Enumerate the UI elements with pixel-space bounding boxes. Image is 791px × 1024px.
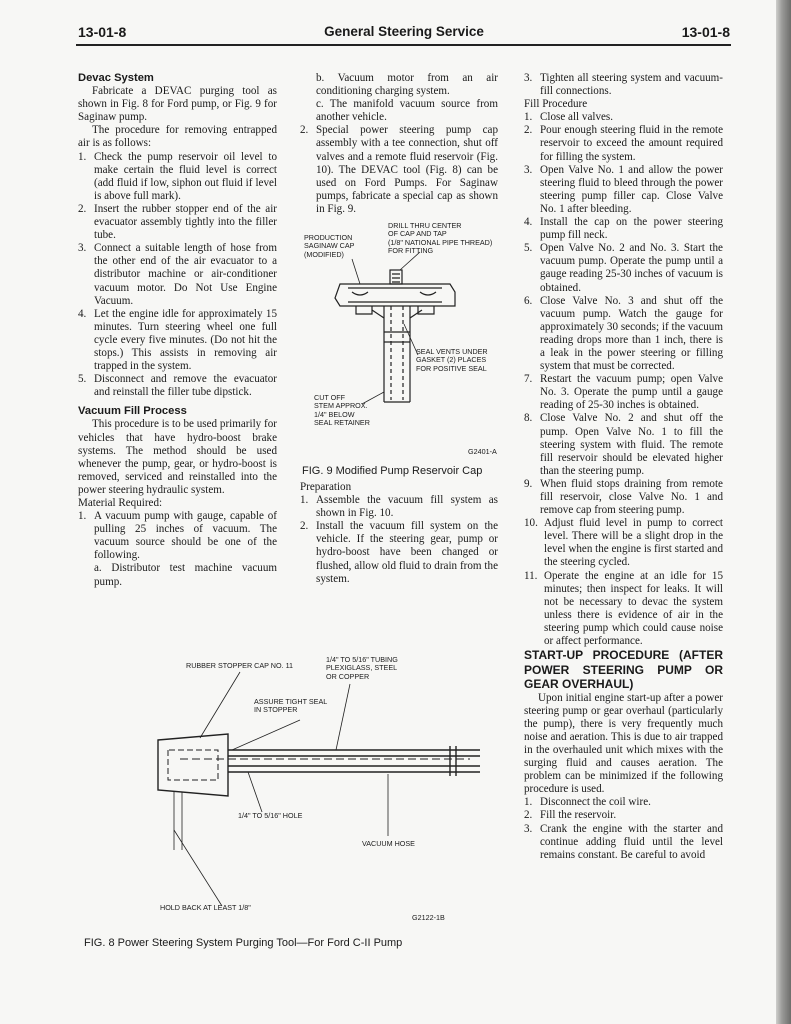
- startup-steps: [524, 796, 723, 861]
- label-drill-thru: DRILL THRU CENTER OF CAP AND TAP (1/8" NATIONAL PIPE THREAD) FOR FITTING: [388, 221, 493, 256]
- label-vacuum-hose: VACUUM HOSE: [362, 839, 415, 848]
- figure-9-caption: FIG. 9 Modified Pump Reservoir Cap: [302, 465, 483, 477]
- list-item: 7. Restart the vacuum pump; open Valve No. 3. Operate the pump until a gauge reading of 25-30 inches is obtained.: [524, 373, 723, 412]
- figure-9-diagram: [300, 222, 500, 462]
- material-sub-c: c. The manifold vacuum source from another vehicle.: [316, 98, 498, 124]
- label-cut-off: CUT OFF STEM APPROX. 1/4" BELOW SEAL RETAINER: [314, 393, 370, 428]
- list-item: 3. Tighten all steering system and vacuum-fill connections.: [524, 72, 723, 98]
- list-item: 2. Pour enough steering fluid in the remote reservoir to exceed the amount required for filling the system.: [524, 124, 723, 163]
- list-item: 3. Connect a suitable length of hose from the other end of the air evacuator to a distributor machine or air-conditioner vacuum motor. Do Not Use Engine Vacuum.: [78, 242, 277, 307]
- list-item: 2. Install the vacuum fill system on the vehicle. If the steering gear, pump or hydro-boost have been changed or flushed, allow old fluid to drain from the system.: [300, 520, 498, 585]
- label-hole-size: 1/4" TO 5/16" HOLE: [238, 811, 303, 820]
- list-item: 4. Let the engine idle for approximately 15 minutes. Turn steering wheel one full cycle every five minutes. (Do not hit the stops.) This assists in removing air trapped in the system.: [78, 307, 277, 373]
- list-item: 3. Open Valve No. 1 and allow the power steering fluid to bleed through the power steering pump filler cap. Close Valve No. 1 after bleeding.: [524, 163, 723, 215]
- devac-procedure-intro: The procedure for removing entrapped air is as follows:: [78, 124, 277, 150]
- label-tubing: 1/4" TO 5/16" TUBING PLEXIGLASS, STEEL OR COPPER: [326, 655, 398, 681]
- page-binding-edge: [776, 0, 791, 1024]
- figure-8-code: G2122-1B: [412, 913, 445, 922]
- startup-intro: Upon initial engine start-up after a power steering pump or gear overhaul (particularly the pump), there is very frequently much noise and aeration. This is due to air trapped in the overhauled unit which mixes with the surging fluid and causes aeration. The problem can be minimized if the following procedure is used.: [524, 691, 723, 796]
- label-hold-back: HOLD BACK AT LEAST 1/8": [160, 903, 251, 912]
- list-item: 5. Disconnect and remove the evacuator and reinstall the filler tube dipstick.: [78, 373, 277, 399]
- list-item: 2. Insert the rubber stopper end of the air evacuator assembly tightly into the filler tube.: [78, 202, 277, 242]
- preparation-steps: [300, 494, 498, 586]
- section-title: General Steering Service: [324, 24, 484, 39]
- page-number-right: 13-01-8: [681, 24, 730, 40]
- list-item: 4. Install the cap on the power steering pump fill neck.: [524, 216, 723, 242]
- list-item: 1. Disconnect the coil wire.: [524, 796, 651, 809]
- figure-8-caption: FIG. 8 Power Steering System Purging Tool—For Ford C-II Pump: [84, 937, 403, 949]
- column-right: [524, 72, 723, 862]
- purging-tool-drawing: [150, 650, 500, 930]
- list-item: 1. Assemble the vacuum fill system as shown in Fig. 10.: [300, 494, 498, 520]
- label-rubber-stopper: RUBBER STOPPER CAP NO. 11: [186, 661, 294, 670]
- figure-8-diagram: [150, 650, 500, 930]
- list-item: 2. Fill the reservoir.: [524, 809, 617, 822]
- page-number-left: 13-01-8: [78, 24, 127, 40]
- list-item: 8. Close Valve No. 2 and shut off the pump. Open Valve No. 1 to fill the steering system with fluid. The remote fill reservoir should be elevated higher than the steering pump.: [524, 412, 723, 477]
- label-production-cap: PRODUCTION SAGINAW CAP (MODIFIED): [304, 233, 355, 259]
- list-item: 9. When fluid stops draining from remote fill reservoir, close Valve No. 1 and remove cap from steering pump.: [524, 477, 723, 517]
- vacuum-fill-intro: This procedure is to be used primarily for vehicles that have hydro-boost brake systems. The method should be used whenever the pump, gear, or hydro-boost is removed, serviced and reinstalled into the power steering hydraulic system.: [78, 418, 277, 496]
- devac-steps: [78, 151, 277, 400]
- column-left: [78, 72, 277, 589]
- column-middle-lower: [300, 481, 498, 586]
- page-header: [78, 22, 730, 44]
- material-sub-b: b. Vacuum motor from an air conditioning charging system.: [316, 72, 498, 98]
- preparation-heading: Preparation: [300, 481, 352, 493]
- list-item: 1. Check the pump reservoir oil level to make certain the fluid level is correct (add fluid if low, siphon out fluid if level is above full mark).: [78, 150, 277, 202]
- list-item: 5. Open Valve No. 2 and No. 3. Start the vacuum pump. Operate the pump until a gauge reading 25-30 inches of vacuum is obtained.: [524, 242, 723, 294]
- material-required-label: Material Required:: [78, 497, 163, 509]
- devac-intro: Fabricate a DEVAC purging tool as shown in Fig. 8 for Ford pump, or Fig. 9 for Saginaw pump.: [78, 85, 277, 124]
- list-item: 1. Close all valves.: [524, 111, 614, 124]
- list-item: 2. Special power steering pump cap assembly with a tee connection, shut off valves and a remote fluid reservoir (Fig. 10). The DEVAC tool (Fig. 8) can be used on Ford Pumps. For Saginaw pumps, fabricate a special cap as shown in Fig. 9.: [300, 124, 498, 215]
- list-item: 10. Adjust fluid level in pump to correct level. There will be a slight drop in the level when the engine is first started and the steering cycled.: [524, 517, 723, 569]
- list-item: 1. A vacuum pump with gauge, capable of pulling 25 inches of vacuum. The vacuum source should be one of the following.: [78, 510, 277, 562]
- label-seal-vents: SEAL VENTS UNDER GASKET (2) PLACES FOR POSITIVE SEAL: [416, 347, 488, 373]
- column-middle: [300, 72, 498, 216]
- vacuum-fill-heading: Vacuum Fill Process: [78, 405, 187, 418]
- list-item: 6. Close Valve No. 3 and shut off the vacuum pump. Watch the gauge for approximately 30 seconds; if the vacuum reading drops more than 1 inch, there is a leak in the power steering or filling system that must be corrected.: [524, 294, 723, 373]
- header-rule: [76, 44, 731, 46]
- fill-procedure-heading: Fill Procedure: [524, 98, 588, 111]
- preparation-step-3: [524, 72, 723, 98]
- devac-heading: Devac System: [78, 72, 154, 84]
- fill-steps: [524, 111, 723, 648]
- material-sub-a: a. Distributor test machine vacuum pump.: [94, 562, 277, 588]
- startup-procedure-heading: START-UP PROCEDURE (AFTER POWER STEERING PUMP OR GEAR OVERHAUL): [524, 648, 723, 692]
- label-assure-seal: ASSURE TIGHT SEAL IN STOPPER: [254, 697, 328, 715]
- material-steps: [78, 510, 277, 562]
- material-step-2: [300, 124, 498, 216]
- figure-9-code: G2401-A: [468, 447, 497, 456]
- list-item: 3. Crank the engine with the starter and continue adding fluid until the level remains constant. Be careful to avoid: [524, 822, 723, 861]
- list-item: 11. Operate the engine at an idle for 15 minutes; then inspect for leaks. It will not be necessary to devac the system unless there is evidence of air in the steering pump which could cause noise or affect performance.: [524, 569, 723, 648]
